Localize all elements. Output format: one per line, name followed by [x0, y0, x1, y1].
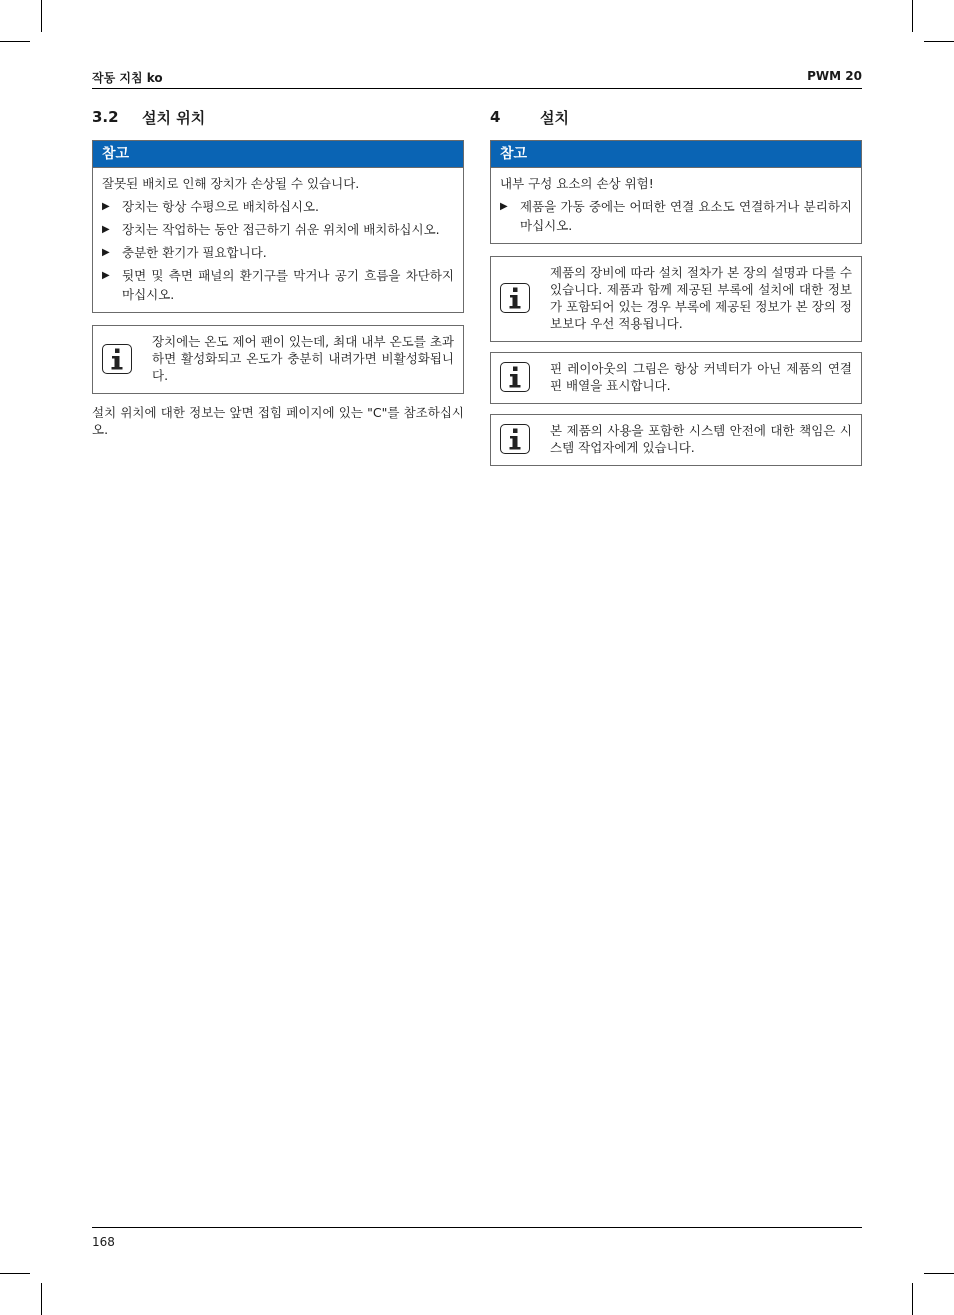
note-body — [491, 168, 861, 243]
section-heading — [490, 106, 862, 128]
triangle-bullet-icon: ▶ — [102, 224, 110, 235]
note-title: 참고 — [491, 141, 861, 168]
info-icon — [500, 362, 530, 392]
crop-mark — [924, 1273, 954, 1274]
crop-mark — [0, 41, 30, 42]
info-icon — [102, 344, 132, 374]
info-icon-container — [102, 333, 152, 384]
running-header-product: PWM 20 — [807, 69, 862, 83]
info-icon — [500, 424, 530, 454]
crop-mark — [0, 1273, 30, 1274]
note-box — [92, 140, 464, 313]
section-title: 설치 — [540, 108, 569, 127]
crop-mark — [912, 0, 913, 32]
running-header-title: 작동 지침 ko — [92, 71, 163, 85]
list-item — [102, 197, 454, 216]
info-text: 본 제품의 사용을 포함한 시스템 안전에 대한 책임은 시스템 작업자에게 있습니다. — [550, 423, 852, 455]
info-icon — [500, 283, 530, 313]
info-text: 제품의 장비에 따라 설치 절차가 본 장의 설명과 다를 수 있습니다. 제품과 함께 제공된 부록에 설치에 대한 정보가 포함되어 있는 경우 부록에 제공된 정보가 본 장의 정보보다 우선 적용됩니다. — [550, 265, 852, 331]
info-icon-container — [500, 422, 550, 456]
list-item-text: 장치는 항상 수평으로 배치하십시오. — [122, 199, 320, 214]
list-item — [102, 243, 454, 262]
crop-mark — [41, 1283, 42, 1315]
info-box — [490, 256, 862, 342]
info-icon-container — [500, 264, 550, 332]
section-title: 설치 위치 — [142, 108, 206, 127]
right-column — [490, 106, 862, 476]
list-item — [500, 197, 852, 235]
page-number: 168 — [92, 1235, 115, 1249]
header-divider — [92, 88, 862, 89]
note-intro: 내부 구성 요소의 손상 위험! — [500, 176, 654, 191]
info-text: 장치에는 온도 제어 팬이 있는데, 최대 내부 온도를 초과하면 활성화되고 온도가 충분히 내려가면 비활성화됩니다. — [152, 334, 454, 383]
crop-mark — [41, 0, 42, 32]
note-title: 참고 — [93, 141, 463, 168]
info-text: 핀 레이아웃의 그림은 항상 커넥터가 아닌 제품의 연결 핀 배열을 표시합니다. — [550, 361, 852, 393]
info-box — [92, 325, 464, 394]
section-heading — [92, 106, 464, 128]
body-paragraph: 설치 위치에 대한 정보는 앞면 접힘 페이지에 있는 "C"를 참조하십시오. — [92, 405, 464, 437]
section-number: 4 — [490, 108, 501, 126]
triangle-bullet-icon: ▶ — [102, 201, 110, 212]
list-item — [102, 266, 454, 304]
info-icon-container — [500, 360, 550, 394]
list-item-text: 충분한 환기가 필요합니다. — [122, 245, 267, 260]
triangle-bullet-icon: ▶ — [500, 201, 508, 212]
note-intro: 잘못된 배치로 인해 장치가 손상될 수 있습니다. — [102, 176, 360, 191]
triangle-bullet-icon: ▶ — [102, 270, 110, 281]
crop-mark — [912, 1283, 913, 1315]
note-box — [490, 140, 862, 244]
crop-mark — [924, 41, 954, 42]
footer-divider — [92, 1227, 862, 1228]
info-box — [490, 414, 862, 466]
section-number: 3.2 — [92, 108, 119, 126]
list-item-text: 뒷면 및 측면 패널의 환기구를 막거나 공기 흐름을 차단하지 마십시오. — [122, 268, 454, 302]
left-column — [92, 106, 464, 438]
triangle-bullet-icon: ▶ — [102, 247, 110, 258]
list-item-text: 제품을 가동 중에는 어떠한 연결 요소도 연결하거나 분리하지 마십시오. — [520, 199, 852, 233]
note-body — [93, 168, 463, 312]
list-item-text: 장치는 작업하는 동안 접근하기 쉬운 위치에 배치하십시오. — [122, 222, 440, 237]
list-item — [102, 220, 454, 239]
info-box — [490, 352, 862, 404]
